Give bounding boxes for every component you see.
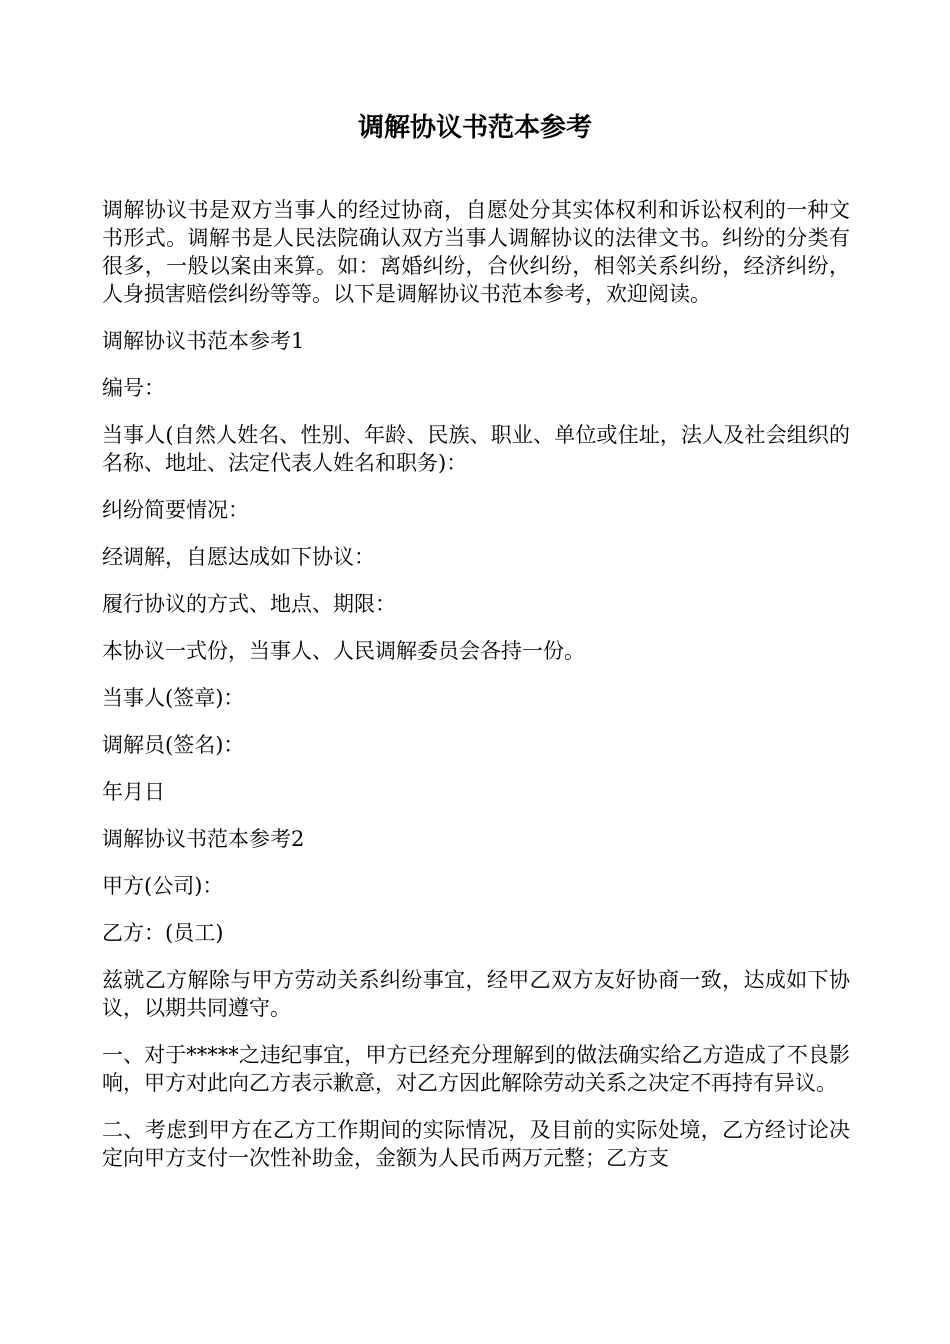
intro-paragraph: 调解协议书是双方当事人的经过协商，自愿处分其实体权利和诉讼权利的一种文书形式。调解书是人民法院确认双方当事人调解协议的法律文书。纠纷的分类有很多，一般以案由来算。如：离婚纠纷，合伙纠纷，相邻关系纠纷，经济纠纷，人身损害赔偿纠纷等等。以下是调解协议书范本参考，欢迎阅读。 — [102, 198, 850, 306]
agreement-preamble: 兹就乙方解除与甲方劳动关系纠纷事宜，经甲乙双方友好协商一致，达成如下协议，以期共同遵守。 — [102, 968, 850, 1020]
field-party-signature: 当事人(签章)： — [102, 686, 245, 710]
field-party-b: 乙方：(员工) — [102, 921, 224, 945]
field-number: 编号： — [102, 376, 165, 400]
field-dispute-summary: 纠纷简要情况： — [102, 498, 249, 522]
field-performance: 履行协议的方式、地点、期限： — [102, 592, 396, 616]
section-heading-1: 调解协议书范本参考1 — [102, 329, 305, 353]
field-mediator-signature: 调解员(签名)： — [102, 733, 245, 757]
document-body — [102, 196, 850, 1191]
document-title: 调解协议书范本参考 — [357, 113, 592, 143]
field-agreement: 经调解，自愿达成如下协议： — [102, 545, 375, 569]
field-date: 年月日 — [102, 780, 165, 804]
field-party-a: 甲方(公司)： — [102, 874, 224, 898]
clause-1: 一、对于*****之违纪事宜，甲方已经充分理解到的做法确实给乙方造成了不良影响，甲方对此向乙方表示歉意，对乙方因此解除劳动关系之决定不再持有异议。 — [102, 1043, 850, 1095]
copies-statement: 本协议一式份，当事人、人民调解委员会各持一份。 — [102, 639, 585, 663]
section-heading-2: 调解协议书范本参考2 — [102, 827, 305, 851]
field-parties: 当事人(自然人姓名、性别、年龄、民族、职业、单位或住址，法人及社会组织的名称、地址、法定代表人姓名和职务)： — [102, 423, 850, 475]
clause-2: 二、考虑到甲方在乙方工作期间的实际情况，及目前的实际处境，乙方经讨论决定向甲方支付一次性补助金，金额为人民币两万元整；乙方支 — [102, 1118, 850, 1170]
